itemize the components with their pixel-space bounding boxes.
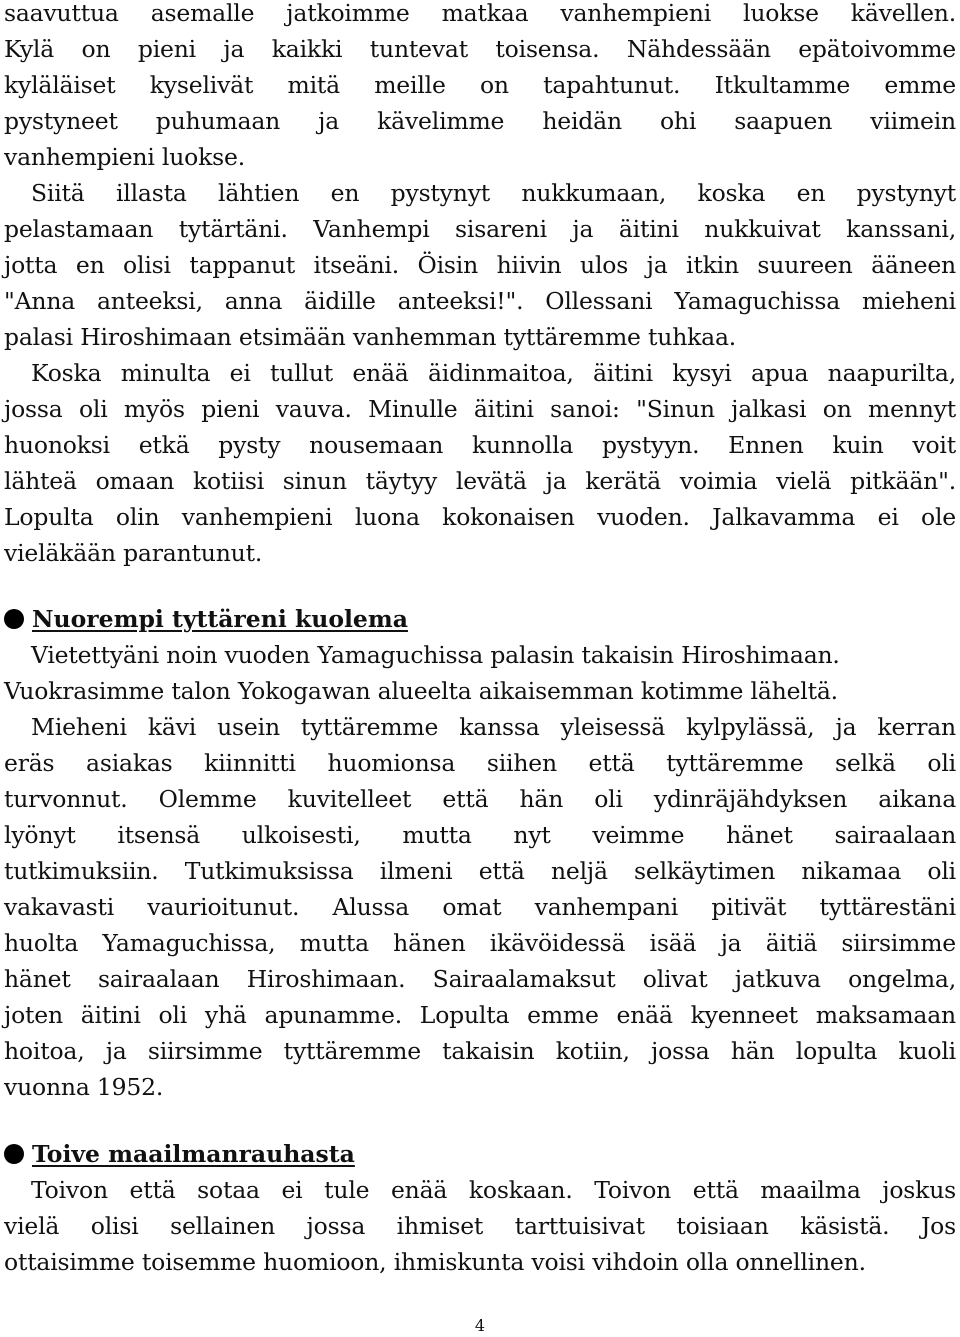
text-line: turvonnut. Olemme kuvitelleet että hän oli ydinräjähdyksen aikana (4, 785, 956, 813)
section-heading-text: Toive maailmanrauhasta (32, 1140, 355, 1168)
text-line: lyönyt itsensä ulkoisesti, mutta nyt veimme hänet sairaalaan (4, 821, 956, 849)
intro-paragraph-1 (4, 0, 956, 175)
text-line: lähteä omaan kotiisi sinun täytyy levätä ja kerätä voimia vielä pitkään". (4, 467, 956, 495)
bullet-icon (4, 609, 24, 629)
text-line: palasi Hiroshimaan etsimään vanhemman tyttäremme tuhkaa. (4, 323, 737, 351)
text-line: Vietettyäni noin vuoden Yamaguchissa palasin takaisin Hiroshimaan. (31, 641, 840, 669)
text-line: Koska minulta ei tullut enää äidinmaitoa, äitini kysyi apua naapurilta, (31, 359, 956, 387)
text-line: kyläläiset kyselivät mitä meille on tapahtunut. Itkultamme emme (4, 71, 956, 99)
bullet-icon (4, 1144, 24, 1164)
text-line: Mieheni kävi usein tyttäremme kanssa yleisessä kylpylässä, ja kerran (31, 713, 956, 741)
text-line: pelastamaan tytärtäni. Vanhempi sisareni ja äitini nukkuivat kanssani, (4, 215, 956, 243)
intro-paragraph-2 (4, 175, 956, 355)
text-line: eräs asiakas kiinnitti huomionsa siihen että tyttäremme selkä oli (4, 749, 956, 777)
text-line: huolta Yamaguchissa, mutta hänen ikävöidessä isää ja äitiä siirsimme (4, 929, 956, 957)
text-line: huonoksi etkä pysty nousemaan kunnolla pystyyn. Ennen kuin voit (4, 431, 956, 459)
section1-paragraph-2 (4, 709, 956, 1105)
section-heading-text: Nuorempi tyttäreni kuolema (32, 605, 408, 633)
text-line: joten äitini oli yhä apunamme. Lopulta emme enää kyenneet maksamaan (4, 1001, 956, 1029)
text-line: vakavasti vaurioitunut. Alussa omat vanhempani pitivät tyttärestäni (4, 893, 956, 921)
page-number: 4 (474, 1316, 486, 1335)
intro-section (4, 0, 956, 571)
text-line: vieläkään parantunut. (4, 539, 263, 567)
text-line: Kylä on pieni ja kaikki tuntevat toisensa. Nähdessään epätoivomme (4, 35, 956, 63)
section-heading (4, 601, 956, 637)
intro-paragraph-3 (4, 355, 956, 571)
text-line: vielä olisi sellainen jossa ihmiset tarttuisivat toisiaan käsistä. Jos (4, 1212, 956, 1240)
text-line: Lopulta olin vanhempieni luona kokonaisen vuoden. Jalkavamma ei ole (4, 503, 956, 531)
section1-paragraph-1 (4, 637, 956, 673)
text-line: hoitoa, ja siirsimme tyttäremme takaisin kotiin, jossa hän lopulta kuoli (4, 1037, 956, 1065)
text-line: vanhempieni luokse. (4, 143, 246, 171)
text-line: pystyneet puhumaan ja kävelimme heidän ohi saapuen viimein (4, 107, 956, 135)
section-peace-wish (4, 1136, 956, 1280)
text-line: jotta en olisi tappanut itseäni. Öisin hiivin ulos ja itkin suureen ääneen (4, 251, 956, 279)
text-line: jossa oli myös pieni vauva. Minulle äitini sanoi: "Sinun jalkasi on mennyt (4, 395, 956, 423)
text-line: Toivon että sotaa ei tule enää koskaan. Toivon että maailma joskus (31, 1176, 956, 1204)
text-line: saavuttua asemalle jatkoimme matkaa vanhempieni luokse kävellen. (4, 0, 956, 27)
section-heading (4, 1136, 956, 1172)
text-line: vuonna 1952. (4, 1073, 164, 1101)
text-line: tutkimuksiin. Tutkimuksissa ilmeni että neljä selkäytimen nikamaa oli (4, 857, 956, 885)
text-line: hänet sairaalaan Hiroshimaan. Sairaalamaksut olivat jatkuva ongelma, (4, 965, 956, 993)
text-line: Vuokrasimme talon Yokogawan alueelta aikaisemman kotimme läheltä. (4, 677, 838, 705)
section-younger-daughter (4, 601, 956, 1105)
text-line: Siitä illasta lähtien en pystynyt nukkumaan, koska en pystynyt (31, 179, 956, 207)
text-line: "Anna anteeksi, anna äidille anteeksi!". Ollessani Yamaguchissa mieheni (4, 287, 956, 315)
section2-paragraph-1 (4, 1172, 956, 1280)
text-line: ottaisimme toisemme huomioon, ihmiskunta voisi vihdoin olla onnellinen. (4, 1248, 866, 1276)
section1-paragraph-1-cont (4, 673, 956, 709)
